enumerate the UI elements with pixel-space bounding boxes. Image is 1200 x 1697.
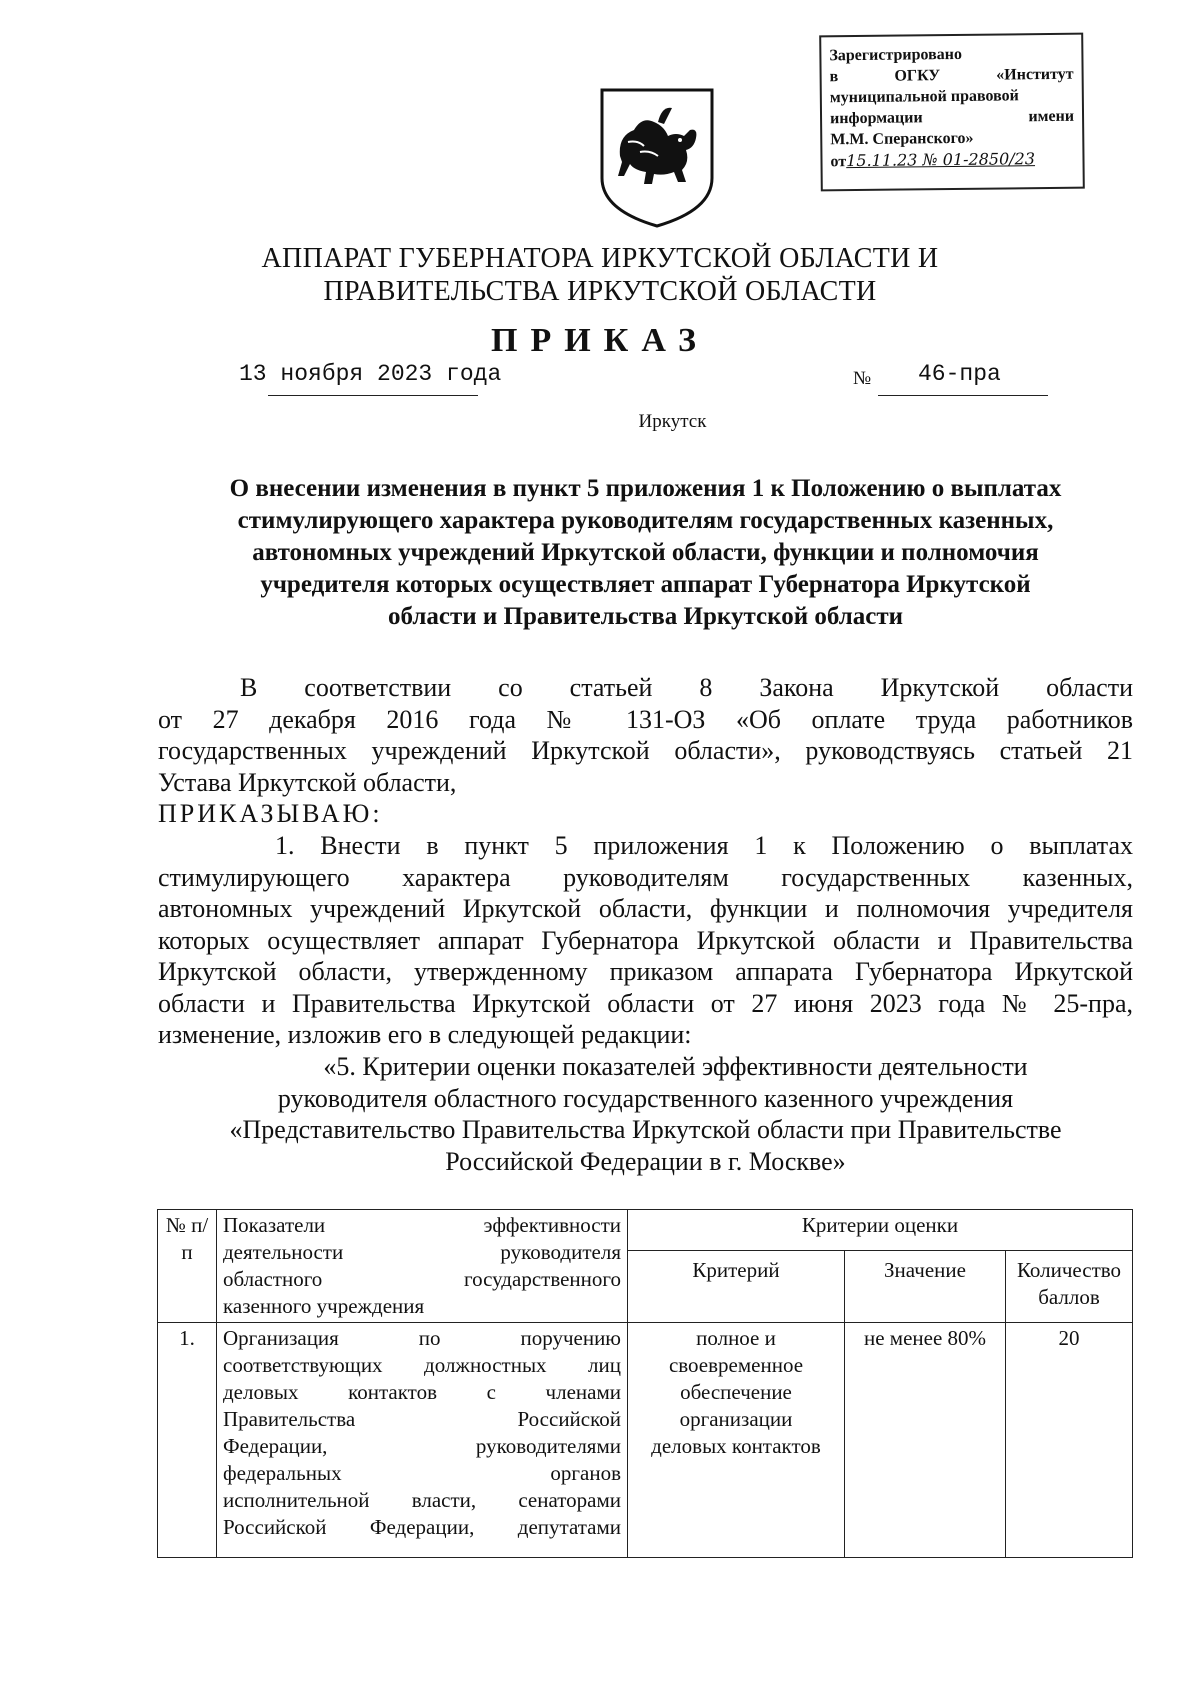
- registration-stamp: [819, 33, 1085, 192]
- text-line: 1. Внести в пункт 5 приложения 1 к Положению о выплатах: [275, 831, 1133, 860]
- order-item-1: [158, 830, 1133, 1051]
- document-heading: [158, 473, 1133, 633]
- text-line: которых осуществляет аппарат Губернатора Иркутской области и Правительства: [158, 925, 1133, 955]
- table-header-row: [158, 1210, 1133, 1251]
- table-row: [158, 1323, 1133, 1558]
- org-title-line: АППАРАТ ГУБЕРНАТОРА ИРКУТСКОЙ ОБЛАСТИ И: [261, 243, 939, 274]
- text-line: В соответствии со статьей 8 Закона Иркутской области: [240, 673, 1133, 702]
- cell-value: не менее 80%: [845, 1323, 1006, 1558]
- stamp-line: Зарегистрировано: [829, 45, 963, 65]
- cell-indicator: Организация по поручению соответствующих должностных лиц деловых контактов с членами Правительства Российской Федерации, руководителями федеральных органов исполнительной власти, сенаторами Российской Федерации, депутатами: [217, 1323, 628, 1558]
- date-underline: [268, 395, 478, 396]
- text-line: изменение, изложив его в следующей редакции:: [158, 1020, 692, 1049]
- city: Иркутск: [638, 411, 707, 432]
- header-cell-indicator: Показатели эффективности деятельности руководителя областного государственного казенного учреждения: [217, 1210, 628, 1323]
- heading-line: стимулирующего характера руководителям государственных казенных,: [237, 507, 1054, 534]
- text-line: Российской Федерации в г. Москве»: [445, 1146, 846, 1176]
- header-cell-criteria: Критерии оценки: [628, 1210, 1133, 1251]
- cell-points: 20: [1006, 1323, 1133, 1558]
- document-number: 46-пра: [918, 361, 1001, 387]
- number-underline: [878, 395, 1048, 396]
- criteria-table: [157, 1209, 1133, 1558]
- text-line: стимулирующего характера руководителям государственных казенных,: [158, 862, 1133, 892]
- header-cell-value: Значение: [845, 1251, 1006, 1323]
- org-title-line: ПРАВИТЕЛЬСТВА ИРКУТСКОЙ ОБЛАСТИ: [323, 276, 877, 307]
- heading-line: О внесении изменения в пункт 5 приложения 1 к Положению о выплатах: [229, 475, 1062, 502]
- stamp-line: муниципальной правовой: [829, 87, 1019, 107]
- text-line: от 27 декабря 2016 года № 131-ОЗ «Об оплате труда работников: [158, 704, 1133, 734]
- heading-line: учредителя которых осуществляет аппарат Губернатора Иркутской: [260, 571, 1031, 598]
- irkutsk-coat-of-arms-icon: [598, 86, 716, 230]
- preamble: [158, 672, 1133, 830]
- document-date: 13 ноября 2023 года: [239, 361, 502, 387]
- text-line: Иркутской области, утвержденному приказом аппарата Губернатора Иркутской: [158, 957, 1133, 986]
- text-line: автономных учреждений Иркутской области, функции и полномочия учредителя: [158, 894, 1133, 923]
- text-line: руководителя областного государственного казенного учреждения: [277, 1083, 1014, 1113]
- stamp-line: информации имени: [829, 107, 1075, 128]
- stamp-line: в ОГКУ «Институт: [829, 65, 1074, 86]
- cell-criterion: полное и своевременное обеспечение организации деловых контактов: [628, 1323, 845, 1558]
- stamp-line: от15.11.23 № 01-2850/23: [830, 149, 1036, 171]
- heading-line: области и Правительства Иркутской области: [387, 603, 904, 630]
- header-cell-criterion: Критерий: [628, 1251, 845, 1323]
- document-type: ПРИКАЗ: [491, 322, 709, 359]
- stamp-line: М.М. Сперанского»: [830, 129, 974, 149]
- text-line: «5. Критерии оценки показателей эффективности деятельности: [323, 1052, 1028, 1081]
- heading-line: автономных учреждений Иркутской области, функции и полномочия: [252, 539, 1039, 566]
- header-cell-points: Количество баллов: [1006, 1251, 1133, 1323]
- text-line: государственных учреждений Иркутской области», руководствуясь статьей 21: [158, 736, 1133, 765]
- header-cell-num: № п/п: [158, 1210, 217, 1323]
- number-sign: №: [853, 368, 872, 389]
- section-title: [158, 1051, 1133, 1177]
- cell-num: 1.: [158, 1323, 217, 1558]
- text-line: области и Правительства Иркутской области от 27 июня 2023 года № 25-пра,: [158, 988, 1133, 1018]
- text-line: «Представительство Правительства Иркутской области при Правительстве: [229, 1115, 1062, 1144]
- order-word: ПРИКАЗЫВАЮ:: [158, 799, 383, 828]
- stamp-handwritten-number: 15.11.23 № 01-2850/23: [846, 149, 1036, 171]
- text-line: Устава Иркутской области,: [158, 767, 457, 797]
